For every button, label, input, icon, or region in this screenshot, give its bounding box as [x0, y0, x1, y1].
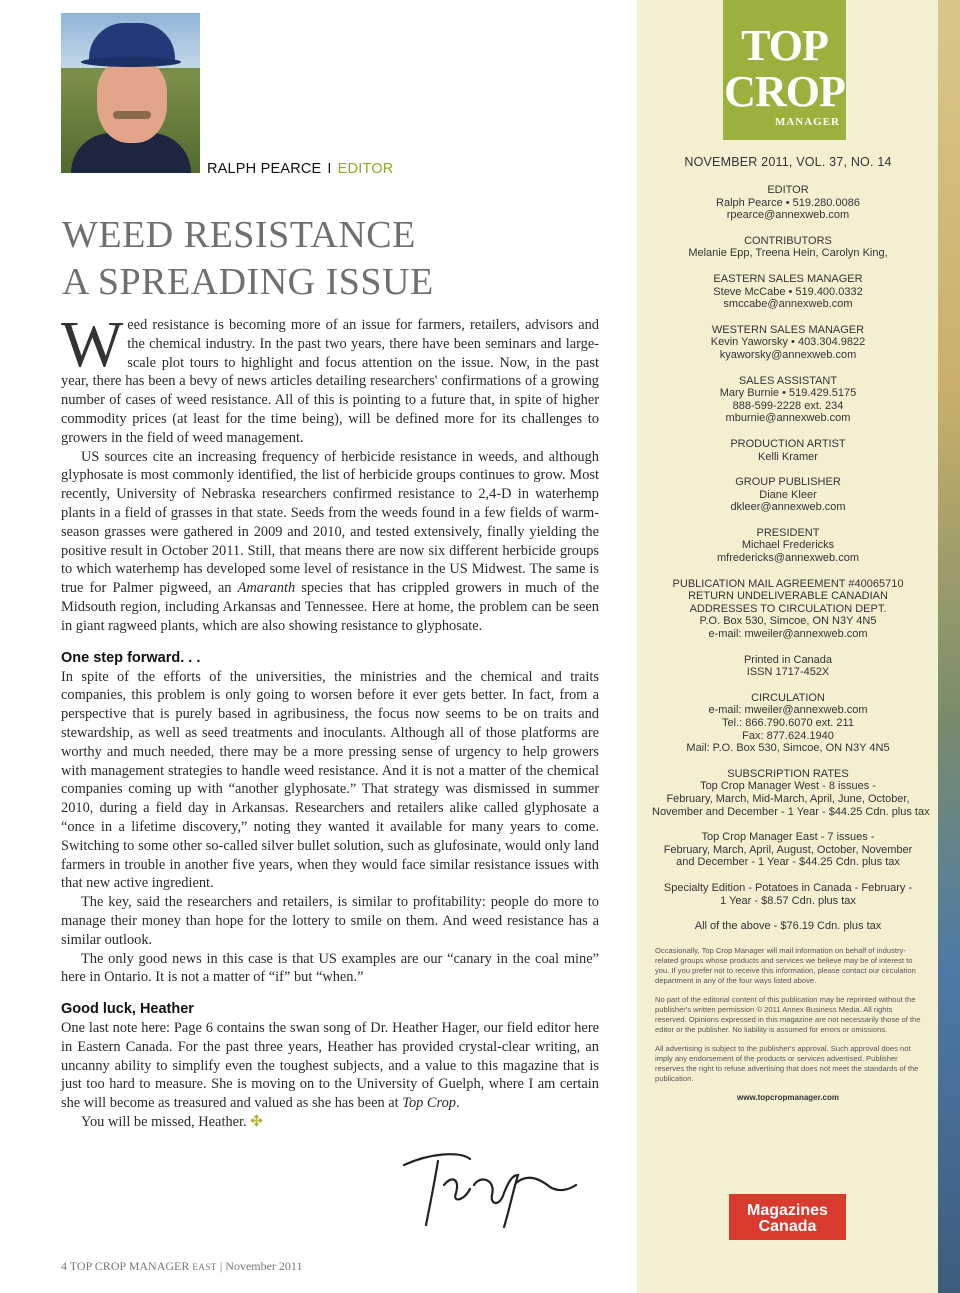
masthead-line: Michael Fredericks [741, 539, 835, 552]
headline-line-1: WEED RESISTANCE [62, 214, 416, 256]
footer-edition: EAST [192, 1262, 217, 1272]
website-link[interactable]: www.topcropmanager.com [737, 1092, 839, 1102]
masthead-line: Top Crop Manager West - 8 issues - [700, 780, 876, 793]
signature [400, 1145, 580, 1230]
masthead-block [652, 476, 924, 514]
subhead-one-step-forward: One step forward. . . [61, 649, 201, 666]
masthead-line: PUBLICATION MAIL AGREEMENT #40065710 [672, 577, 904, 590]
masthead [652, 155, 930, 1102]
masthead-block [652, 184, 924, 222]
masthead-line: CONTRIBUTORS [744, 234, 832, 247]
masthead-line: Kevin Yaworsky • 403.304.9822 [710, 336, 866, 349]
article-body [61, 308, 600, 1132]
masthead-line: Steve McCabe • 519.400.0332 [713, 285, 863, 298]
dropcap: W [61, 308, 124, 381]
masthead-line: Fax: 877.624.1940 [742, 729, 834, 742]
page-footer [61, 1259, 302, 1274]
footer-date: November 2011 [225, 1259, 303, 1273]
magazines-canada-logo: Magazines Canada [729, 1194, 846, 1240]
issue-info: NOVEMBER 2011, VOL. 37, NO. 14 [684, 155, 892, 169]
masthead-line: 1 Year - $8.57 Cdn. plus tax [720, 894, 856, 907]
headline-line-2: A SPREADING ISSUE [62, 261, 434, 303]
masthead-block [652, 438, 924, 463]
masthead-line: SALES ASSISTANT [738, 374, 838, 387]
paragraph-1: Weed resistance is becoming more of an issue for farmers, retailers, advisors and the chemical industry. In the past two years, there have been seminars and large-scale plot tours to highlight and focus attention on the issue. Now, in the past year, there has been a bevy of news articles detailing researchers' confirmations of a growing number of cases of weed resistance. All of this is pointing to a future that, in spite of higher commodity prices (at least for the time being), will be defined more for its challenges to growers in the field of weed management. [61, 308, 599, 446]
fine-print-advertising: All advertising is subject to the publisher's approval. Such approval does not imply any endorsement of the products or services advertised. Publisher reserves the right to refuse advertising that does not meet the standards of the publication. [655, 1043, 919, 1083]
paragraph-7: You will be missed, Heather. ✤ [81, 1114, 263, 1131]
masthead-line: Specialty Edition - Potatoes in Canada - February - [663, 881, 913, 894]
masthead-line: smccabe@annexweb.com [723, 298, 853, 311]
fine-print-mailing: Occasionally, Top Crop Manager will mail information on behalf of industry-related groups whose products and services we believe may be of interest to you. If you prefer not to receive this information, please contact our circulation department in any of the four ways listed above. [655, 945, 916, 985]
masthead-block [652, 920, 924, 933]
masthead-block [652, 273, 924, 311]
page-number: 4 [61, 1259, 67, 1273]
paragraph-4: The key, said the researchers and retailers, is similar to profitability: people do more to manage their money than hope for the lottery to smile on them. And weed resistance has a similar outlook. [61, 894, 599, 948]
masthead-line: ISSN 1717-452X [746, 666, 830, 679]
masthead-line: rpearce@annexweb.com [726, 209, 850, 222]
masthead-line: Diane Kleer [759, 488, 817, 501]
masthead-line: February, March, April, August, October, November [663, 843, 913, 856]
paragraph-5: The only good news in this case is that US examples are our “canary in the coal mine” here in Ontario. It is not a matter of “if” but “when.” [61, 950, 599, 986]
masthead-line: CIRCULATION [751, 691, 825, 704]
subhead-good-luck: Good luck, Heather [61, 1001, 194, 1018]
masthead-line: SUBSCRIPTION RATES [727, 767, 849, 780]
masthead-line: February, March, Mid-March, April, June, October, [666, 792, 910, 805]
footer-separator: | [219, 1259, 223, 1273]
masthead-block [652, 375, 924, 425]
byline-name: RALPH PEARCE [207, 161, 322, 177]
byline-separator: I [327, 161, 332, 177]
top-crop-manager-logo: TOP CROP MANAGER [723, 0, 846, 140]
masthead-line: GROUP PUBLISHER [735, 476, 841, 489]
footer-magazine: TOP CROP MANAGER [69, 1259, 190, 1273]
masthead-line: mburnie@annexweb.com [725, 412, 851, 425]
masthead-line: and December - 1 Year - $44.25 Cdn. plus tax [676, 856, 900, 869]
masthead-block [652, 692, 924, 755]
masthead-line: dkleer@annexweb.com [730, 501, 846, 514]
masthead-line: P.O. Box 530, Simcoe, ON N3Y 4N5 [699, 615, 877, 628]
masthead-block [652, 831, 924, 869]
maple-leaf-icon: ✤ [250, 1114, 263, 1131]
masthead-line: EASTERN SALES MANAGER [713, 272, 863, 285]
masthead-line: Tel.: 866.790.6070 ext. 211 [722, 717, 854, 729]
masthead-line: e-mail: mweiler@annexweb.com [708, 704, 868, 717]
masthead-line: Mary Burnie • 519.429.5175 [719, 387, 857, 400]
masthead-line: Melanie Epp, Treena Hein, Carolyn King, [688, 247, 888, 260]
masthead-block [652, 578, 924, 641]
masthead-line: 888-599-2228 ext. 234 [732, 399, 844, 412]
masthead-block [652, 324, 924, 362]
fine-print-copyright: No part of the editorial content of this publication may be reprinted without the publisher's written permission © 2011 Annex Business Media. All rights reserved. Opinions expressed in this magazine are not necessarily those of the editor or the publisher. No liability is assumed for errors or omissions. [655, 994, 921, 1034]
masthead-line: Ralph Pearce • 519.280.0086 [716, 196, 860, 209]
masthead-line: RETURN UNDELIVERABLE CANADIAN [688, 590, 888, 603]
masthead-line: PRODUCTION ARTIST [730, 437, 846, 450]
masthead-line: All of the above - $76.19 Cdn. plus tax [694, 920, 882, 933]
masthead-line: Top Crop Manager East - 7 issues - [701, 831, 875, 844]
editor-photo [61, 13, 200, 173]
masthead-blocks [652, 184, 930, 933]
masthead-line: mfredericks@annexweb.com [717, 552, 859, 565]
masthead-line: WESTERN SALES MANAGER [711, 323, 865, 336]
masthead-block [652, 882, 924, 907]
masthead-line: Printed in Canada [743, 653, 833, 666]
byline-role: EDITOR [337, 161, 394, 177]
masthead-line: Kelli Kramer [758, 450, 818, 463]
cover-image-edge [938, 0, 960, 1293]
masthead-block [652, 767, 930, 818]
masthead-line: PRESIDENT [756, 526, 820, 539]
masthead-block [652, 527, 924, 565]
masthead-block [652, 235, 924, 260]
masthead-block [652, 654, 924, 679]
masthead-line: November and December - 1 Year - $44.25 Cdn. plus tax [652, 805, 930, 818]
article-headline [62, 212, 622, 306]
paragraph-2: US sources cite an increasing frequency of herbicide resistance in weeds, and although glyphosate is most commonly identified, the list of herbicide groups continues to grow. Most recently, University of Nebraska researchers confirmed resistance to 2,4-D in waterhemp plants in a field of grasses in that state. Seeds from the weeds found in a few fields of warm-season grasses were gathered in 2009 and 2010, and tested extensively, finally yielding the positive result in October 2011. Still, that means there are now six different herbicide groups to which waterhemp has developed some level of resistance in the US Midwest. The same is true for Palmer pigweed, an Amaranth species that has crippled growers in much of the Midsouth region, including Arkansas and Tennessee. Here at home, the problem can be seen in giant ragweed plants, which are also showing resistance to glyphosate. [61, 448, 600, 634]
masthead-line: EDITOR [767, 184, 809, 196]
masthead-line: Mail: P.O. Box 530, Simcoe, ON N3Y 4N5 [686, 742, 890, 755]
paragraph-3: In spite of the efforts of the universities, the ministries and the chemical and traits companies, this problem is only going to worsen before it ever gets better. In fact, from a perspective that is purely based in agribusiness, the focus now seems to be on traits and stewardship, as well as seed treatments and inoculants. Although all of those platforms are worthy and much needed, there may be a more pressing sense of urgency to help growers with management strategies to handle weed resistance. And it is not a matter of the chemical companies coming up with “another glyphosate.” That strategy was dismissed in summer 2010, during a field day in Arkansas. Researchers and retailers alike called glyphosate a “once in a lifetime discovery,” noting they wanted it available for many years to come. Switching to some other so-called silver bullet solution, such as glufosinate, would only land farmers in trouble in another five years, when they would face similar resistance issues with that new active ingredient. [61, 668, 599, 892]
masthead-line: kyaworsky@annexweb.com [719, 348, 857, 361]
paragraph-6: One last note here: Page 6 contains the swan song of Dr. Heather Hager, our field editor here in Eastern Canada. For the past three years, Heather has provided crystal-clear writing, an uncanny ability to simplify even the toughest subjects, and a value to this magazine that is just too hard to measure. She is moving on to the University of Guelph, where I am certain she will become as treasured and valued as she has been at Top Crop. [61, 1020, 599, 1112]
masthead-line: e-mail: mweiler@annexweb.com [708, 628, 868, 641]
masthead-line: ADDRESSES TO CIRCULATION DEPT. [689, 602, 887, 615]
byline [207, 161, 393, 177]
